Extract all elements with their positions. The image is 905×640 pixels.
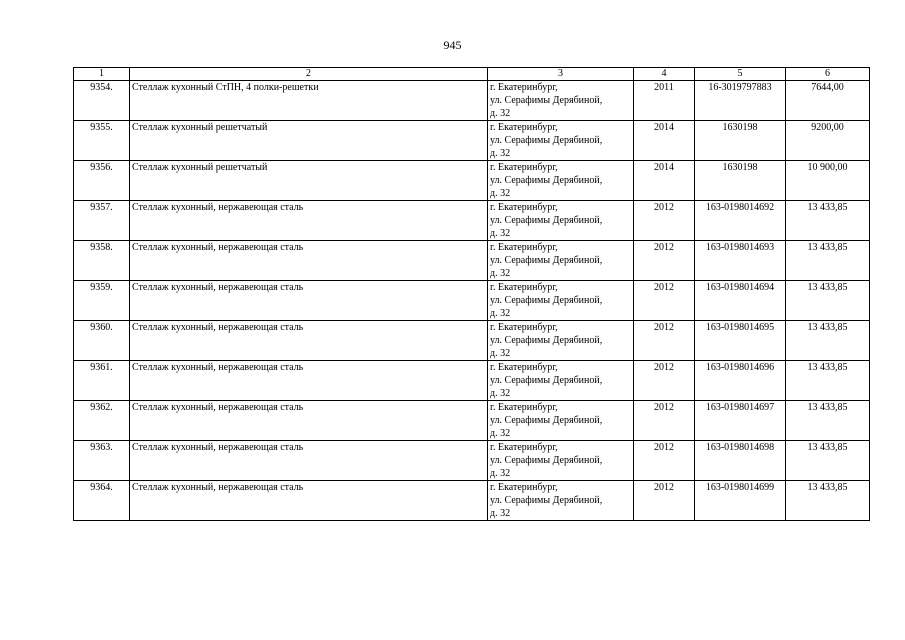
inventory-number: 1630198 [695,161,786,201]
table-row [74,81,870,121]
item-cost: 13 433,85 [786,361,870,401]
inventory-number: 163-0198014694 [695,281,786,321]
item-address: г. Екатеринбург, ул. Серафимы Дерябиной, д. 32 [488,121,634,161]
row-number: 9359. [74,281,130,321]
item-address: г. Екатеринбург, ул. Серафимы Дерябиной, д. 32 [488,481,634,521]
acquisition-year: 2011 [634,81,695,121]
table-row [74,241,870,281]
item-name: Стеллаж кухонный, нержавеющая сталь [130,321,488,361]
item-cost: 9200,00 [786,121,870,161]
column-header-inventory: 5 [695,68,786,81]
inventory-number: 163-0198014692 [695,201,786,241]
table-row [74,361,870,401]
row-number: 9364. [74,481,130,521]
row-number: 9355. [74,121,130,161]
item-address: г. Екатеринбург, ул. Серафимы Дерябиной, д. 32 [488,401,634,441]
item-cost: 13 433,85 [786,321,870,361]
item-address: г. Екатеринбург, ул. Серафимы Дерябиной, д. 32 [488,161,634,201]
column-header-row [74,68,870,81]
row-number: 9357. [74,201,130,241]
item-cost: 10 900,00 [786,161,870,201]
column-header-year: 4 [634,68,695,81]
inventory-number: 163-0198014693 [695,241,786,281]
table-row [74,281,870,321]
column-header-name: 2 [130,68,488,81]
item-cost: 13 433,85 [786,481,870,521]
item-name: Стеллаж кухонный, нержавеющая сталь [130,201,488,241]
table-row [74,201,870,241]
acquisition-year: 2012 [634,281,695,321]
inventory-number: 163-0198014695 [695,321,786,361]
inventory-number: 163-0198014696 [695,361,786,401]
item-address: г. Екатеринбург, ул. Серафимы Дерябиной, д. 32 [488,361,634,401]
acquisition-year: 2014 [634,161,695,201]
row-number: 9358. [74,241,130,281]
acquisition-year: 2012 [634,361,695,401]
table-row [74,441,870,481]
acquisition-year: 2012 [634,481,695,521]
item-cost: 13 433,85 [786,281,870,321]
inventory-number: 163-0198014698 [695,441,786,481]
acquisition-year: 2012 [634,401,695,441]
item-cost: 13 433,85 [786,441,870,481]
table-row [74,121,870,161]
page-number: 945 [443,38,462,52]
row-number: 9363. [74,441,130,481]
inventory-number: 16-3019797883 [695,81,786,121]
item-name: Стеллаж кухонный, нержавеющая сталь [130,441,488,481]
item-address: г. Екатеринбург, ул. Серафимы Дерябиной, д. 32 [488,321,634,361]
acquisition-year: 2012 [634,201,695,241]
item-name: Стеллаж кухонный, нержавеющая сталь [130,401,488,441]
row-number: 9354. [74,81,130,121]
column-header-number: 1 [74,68,130,81]
inventory-number: 1630198 [695,121,786,161]
acquisition-year: 2012 [634,241,695,281]
property-registry-table [73,67,870,521]
column-header-cost: 6 [786,68,870,81]
table-body [74,81,870,521]
column-header-address: 3 [488,68,634,81]
row-number: 9356. [74,161,130,201]
item-cost: 7644,00 [786,81,870,121]
item-address: г. Екатеринбург, ул. Серафимы Дерябиной, д. 32 [488,281,634,321]
item-address: г. Екатеринбург, ул. Серафимы Дерябиной, д. 32 [488,81,634,121]
table-row [74,321,870,361]
acquisition-year: 2012 [634,321,695,361]
inventory-number: 163-0198014699 [695,481,786,521]
row-number: 9362. [74,401,130,441]
item-cost: 13 433,85 [786,401,870,441]
inventory-number: 163-0198014697 [695,401,786,441]
acquisition-year: 2012 [634,441,695,481]
item-address: г. Екатеринбург, ул. Серафимы Дерябиной, д. 32 [488,201,634,241]
item-name: Стеллаж кухонный, нержавеющая сталь [130,281,488,321]
row-number: 9361. [74,361,130,401]
item-name: Стеллаж кухонный решетчатый [130,121,488,161]
item-name: Стеллаж кухонный, нержавеющая сталь [130,241,488,281]
item-name: Стеллаж кухонный, нержавеющая сталь [130,481,488,521]
item-name: Стеллаж кухонный, нержавеющая сталь [130,361,488,401]
item-address: г. Екатеринбург, ул. Серафимы Дерябиной, д. 32 [488,441,634,481]
item-address: г. Екатеринбург, ул. Серафимы Дерябиной, д. 32 [488,241,634,281]
item-cost: 13 433,85 [786,241,870,281]
table-row [74,481,870,521]
item-cost: 13 433,85 [786,201,870,241]
item-name: Стеллаж кухонный СтПН, 4 полки-решетки [130,81,488,121]
row-number: 9360. [74,321,130,361]
table-row [74,161,870,201]
acquisition-year: 2014 [634,121,695,161]
table-row [74,401,870,441]
item-name: Стеллаж кухонный решетчатый [130,161,488,201]
